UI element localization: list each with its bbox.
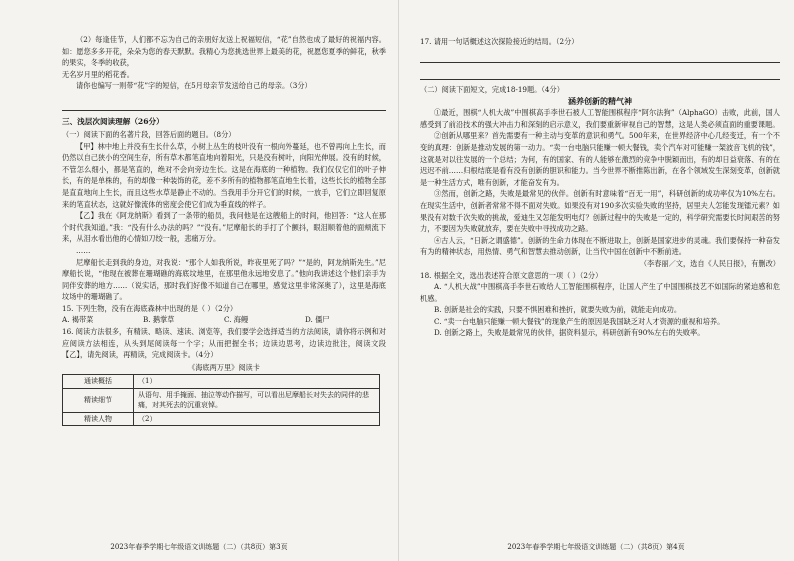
q15-option-a[interactable]: A. 褐带菜 (62, 315, 94, 325)
q15-option-c[interactable]: C. 海鳗 (224, 315, 249, 325)
passage-yi-2: 尼摩船长走到我的身边，对我说：“那个人如我所说，昨夜里死了吗？”“是的，阿龙纳斯先生。”尼摩船长说，“他现在被葬在珊瑚礁的海底坟地里，在那里他永远地安息了。”他向我讲述这个他们亲手为同伴安葬的地方……（说实话，那时我们好像不知道自己在哪里，感觉这里非常深奥了），这里是海底坟场中的珊瑚礁了。 (62, 257, 386, 302)
table-row (63, 412, 380, 426)
part2-instruction: （二）阅读下面短文，完成18-19题。（4分） (420, 84, 564, 94)
reading-card-table (62, 374, 380, 426)
card-row-value[interactable]: （2） (134, 412, 380, 426)
article-source: （李春丽／文，选自《人民日报》，有删改） (639, 258, 780, 268)
table-row (63, 388, 380, 412)
section-3-heading: 三、浅层次阅读理解（26分） (62, 116, 164, 126)
question-17: 17. 请用一句话概述这次探险接近的结局。（2分） (420, 37, 579, 46)
q18-option-d[interactable]: D. 创新之路上，失败是最常见的伙伴，据资料显示，科研创新有90%左右的失败率。 (434, 328, 705, 338)
answer-line[interactable] (420, 48, 780, 63)
reading-card-title: 《海底两万里》阅读卡 (188, 362, 260, 372)
card-row-header: 精读人物 (63, 412, 134, 426)
q15-option-d[interactable]: D. 僵尸 (305, 315, 330, 325)
article-title: 涵养创新的精气神 (568, 96, 632, 107)
q18-option-c[interactable]: C. “卖一台电脑只能赚一顿大餐钱”的现象产生的原因是我国缺乏对人才资源的重视和培养。 (434, 316, 725, 326)
page-4 (398, 0, 794, 561)
article-para-4: ④古人云，“日新之谓盛德”。创新的生命力体现在不断进取上，创新是国家进步的灵魂。我们要保持一种奋发有为的精神状态，用热情、勇气和智慧去推动创新，让当代中国在创新中不断前进。 (420, 235, 780, 257)
card-row-header: 精读细节 (63, 388, 134, 412)
passage-jia: 【甲】林中地上并没有生长什么草，小树上丛生的枝叶没有一根向外蔓延，也不曾再向上生长，而仍然以自己狭小的空间生存，所有草木都笔直地向着阳光，只是没有树叶，向阳光伸展。没有的时候，不管怎么细小，都是笔直的，绝对不会向旁边生长。这是在海底的一种植物。我们仅仅它们的叶子伸长，有的是单株的，有的却像一种装饰的花，差不多所有的植物都笔直地生长着，这些长长的植物全部是直直地向上生长，而且这些水草是静止不动的。当我用手分开它们的时候，一放手，它们立即回复原来的笔直状态，这就好像流体的密度会使它们成为垂直线的样子。 (62, 141, 386, 209)
article-para-2: ②创新从哪里来？首先需要有一种主动与变革的意识和勇气。500年来，在世界经济中心几经变迁，有一个不变的真理：创新是推动发展的第一动力。“卖一台电脑只能赚一顿大餐钱，卖个汽车对可能赚一架波音飞机的钱”，这就是对以往发展的一个总结；为何，有的国家、有的人能够在激烈的竞争中脱颖而出，有的却日益衰落、有的在迟迟不前……归根结底是看有没有创新的胆识和能力。当今世界不断推陈出新，在各个领域发生深刻变革，创新就是一种生活方式，唯有创新，才能奋发有为。 (420, 131, 780, 187)
card-row-value: 从语句、用手掩面、抽泣等动作描写，可以看出尼摩船长对失去的同伴的悲痛，对其死去的沉重哀悼。 (134, 388, 380, 412)
article-para-1: ①最近，围棋“人机大战”中围棋高手李世石被人工智能围棋程序“阿尔法狗”（AlphaGO）击败，此前，国人感受到了前沿技术的强大冲击力和深刻的启示意义，我们要重新审视自己的智慧，这是人类必须直面的重要课题。 (420, 108, 780, 129)
q2-lead: （2）每逢佳节，人们都不忘为自己的亲朋好友送上祝福短信，“花”自然也成了最好的祝福内容。如：愿您多多开花，朵朵为您的春天默默。我精心为您挑选世界上最美的花，祝愿您夏季的鲜花，秋季的果实，冬季的收获， (62, 35, 386, 68)
part1-instruction: （一）阅读下面的名著片段，回答后面的题目。（8分） (62, 129, 236, 139)
q15-options (62, 314, 386, 326)
q2-task: 请你也编写一则带“花”字的短信，在5月母亲节发送给自己的母亲。（3分） (76, 81, 312, 91)
question-16: 16. 阅读方法很多，有精读、略读、速读、浏览等，我们要学会选择适当的方法阅读，请你将示例和对应阅读方法相连，从头到尾阅读每一个字；从而把握全书；边读边思考，边读边批注，阅读文段【乙】，请先阅读，再精读，完成阅读卡。（4分） (62, 327, 386, 360)
table-row (63, 375, 380, 389)
answer-line[interactable] (420, 65, 780, 80)
q15-option-b[interactable]: B. 鹅掌草 (143, 315, 175, 325)
omission-mark: …… (76, 245, 91, 255)
answer-line[interactable] (62, 96, 386, 111)
q18-option-a[interactable]: A. “人机大战”中围棋高手李世石败给人工智能围棋程序，让国人产生了中国围棋技艺不如国际的紧迫感和危机感。 (420, 282, 780, 303)
question-18: 18. 根据全文，选出表述符合原文意思的一项（ ）（2分） (420, 270, 603, 280)
q18-option-b[interactable]: B. 创新是社会的实践，只要不惧困难和挫折，就要失败为前，就能走向成功。 (434, 305, 682, 315)
article-para-3: ③然而，创新之路，失败是最常见的伙伴。创新有时意味着“百无一用”，科研创新的成功率仅为10%左右。在现实生活中，创新者常常不得不面对失败。如果没有对190多次实验失败的坚持，居里夫人怎能发现镭元素？如果没有对数千次失败的挑战，爱迪生又怎能发明电灯？创新过程中的失败是一定的，科学研究需要长时间艰苦的努力，不要因为失败就放弃，要在失败中寻找成功之路。 (420, 189, 780, 234)
page-4-footer: 2023年春季学期七年级语文训练题（二）（共8页）第4页 (507, 543, 685, 551)
passage-yi: 【乙】我在《阿龙纳斯》看到了一条带的船员，我问他是在这艘船上的时间，他回答：“这人在那个时代我知道。”我：“没有什么办法的吗？”“没有。”尼摩船长的手打了个颤抖，眼泪顺着他的面颊流下来，从泪水看出他的心情如刀绞一般，悲痛万分。 (62, 211, 386, 244)
card-row-value[interactable]: （1） (134, 375, 380, 389)
page-3-footer: 2023年春季学期七年级语文训练题（二）（共8页）第3页 (110, 543, 288, 551)
card-row-header: 通读概括 (63, 375, 134, 389)
question-15: 15. 下列生物，没有在海底森林中出现的是（ ）（2分） (62, 303, 238, 313)
q2-line2: 无名岁月里的稻花香。 (62, 69, 134, 79)
